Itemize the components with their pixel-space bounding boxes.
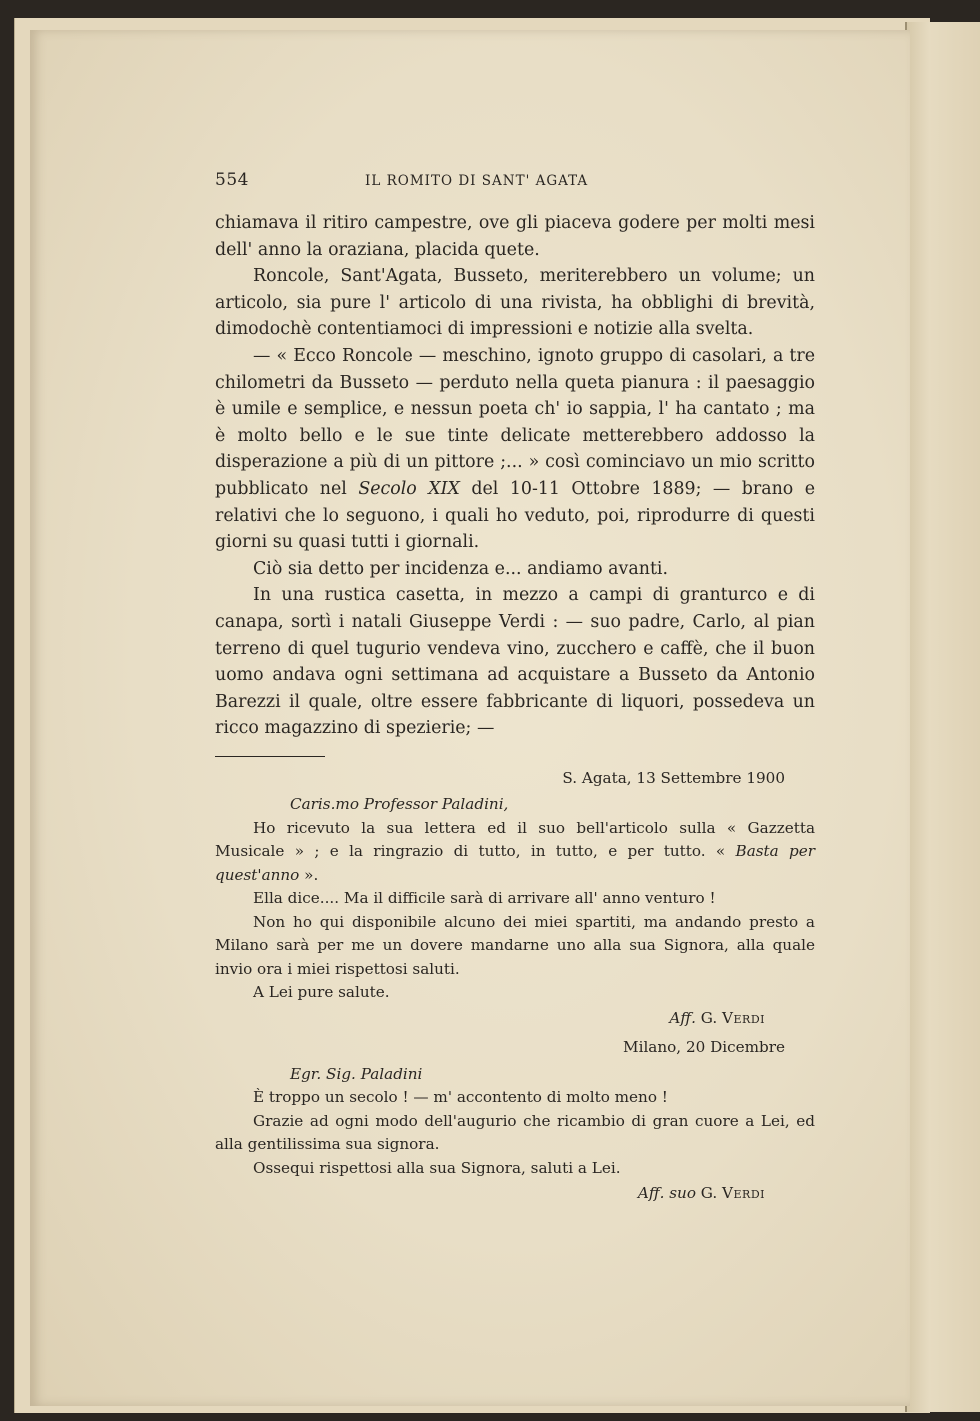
letter-2-line-2: Grazie ad ogni modo dell'augurio che ricambio di gran cuore a Lei, ed alla gentilissima sua signora. (215, 1111, 815, 1154)
paragraph-3-end: del 10-11 Ottobre 1889; — brano e relativi che lo seguono, i quali ho veduto, poi, riprodurre di questi giorni su quasi tutti i giornali. (215, 478, 816, 553)
paragraph-2: Roncole, Sant'Agata, Busseto, meriterebbero un volume; un articolo, sia pure l' articolo di una rivista, ha obblighi di brevità, dimodochè contentiamoci di impressioni e notizie alla svelta. (215, 266, 815, 340)
newspaper-title: Secolo XIX (358, 478, 460, 499)
paragraph-4: Ciò sia detto per incidenza e... andiamo avanti. (253, 558, 669, 579)
page-number: 554 (215, 170, 249, 190)
paragraph-5: In una rustica casetta, in mezzo a campi di granturco e di canapa, sortì i natali Giuseppe Verdi : — suo padre, Carlo, al pian terreno di quel tugurio vendeva vino, zucchero e caffè, che il buon uomo andava ogni settimana ad acquistare a Busseto da Antonio Barezzi il quale, oltre essere fabbricante di liquori, possedeva un ricco magazzino di spezierie; — (215, 585, 815, 739)
running-head (215, 170, 815, 190)
facing-page-edge (905, 22, 980, 1412)
body-text (215, 210, 815, 742)
letter-2-place-date: Milano, 20 Dicembre (623, 1038, 785, 1057)
paragraph-1: chiamava il ritiro campestre, ove gli piaceva godere per molti mesi dell' anno la oraziana, placida quete. (215, 213, 815, 260)
letter-1-sign-initial: G. (700, 1008, 718, 1027)
running-title: IL ROMITO DI SANT' AGATA (365, 173, 589, 189)
letter-2-sign-name: Verdi (722, 1184, 765, 1203)
letter-1-line-2: Ella dice.... Ma il difficile sarà di arrivare all' anno venturo ! (253, 889, 716, 908)
letter-1-sign-name: Verdi (722, 1008, 765, 1027)
letter-1-salutation: Caris.mo Professor Paladini, (290, 795, 509, 814)
letter-1-line-1 (215, 817, 815, 888)
footnote-letters (215, 767, 815, 1206)
letter-2-sign-initial: G. (700, 1184, 718, 1203)
letter-2-line-3: Ossequi rispettosi alla sua Signora, saluti a Lei. (253, 1158, 621, 1177)
letter-1-signature (215, 1007, 815, 1031)
letter-1-place-date: S. Agata, 13 Settembre 1900 (562, 768, 785, 787)
book-page (30, 30, 910, 1406)
letter-1-line-1-end: ». (304, 865, 319, 884)
letter-1-line-4: A Lei pure salute. (253, 983, 390, 1002)
letter-1-line-3: Non ho qui disponibile alcuno dei miei spartiti, ma andando presto a Milano sarà per me un dovere mandarne uno alla sua Signora, alla quale invio ora i miei rispettosi saluti. (215, 912, 815, 978)
letter-1-line-1-start: Ho ricevuto la sua lettera ed il suo bell'articolo sulla « Gazzetta Musicale » ; e la ringrazio di tutto, in tutto, e per tutto. « (215, 818, 815, 861)
letter-2-sign-aff: Aff. suo (637, 1184, 696, 1203)
letter-2-line-1: È troppo un secolo ! — m' accontento di molto meno ! (253, 1088, 668, 1107)
text-block (215, 170, 815, 1206)
paragraph-3-start: — « Ecco Roncole — meschino, ignoto gruppo di casolari, a tre chilometri da Busseto — perduto nella queta pianura : il paesaggio è umile e semplice, e nessun poeta ch' io sappia, l' ha cantato ; ma è molto bello e le sue tinte delicate metterebbero addosso la disperazione a più di un pittore ;... » così cominciavo un mio scritto pubblicato nel (215, 345, 815, 499)
letter-2-signature (215, 1182, 815, 1206)
letter-2-salutation: Egr. Sig. Paladini (290, 1064, 423, 1083)
letter-1-sign-aff: Aff. (669, 1008, 696, 1027)
letter-1-quote: Basta per quest'anno (215, 842, 815, 884)
footnote-rule (215, 756, 325, 757)
paragraph-3 (215, 343, 815, 556)
